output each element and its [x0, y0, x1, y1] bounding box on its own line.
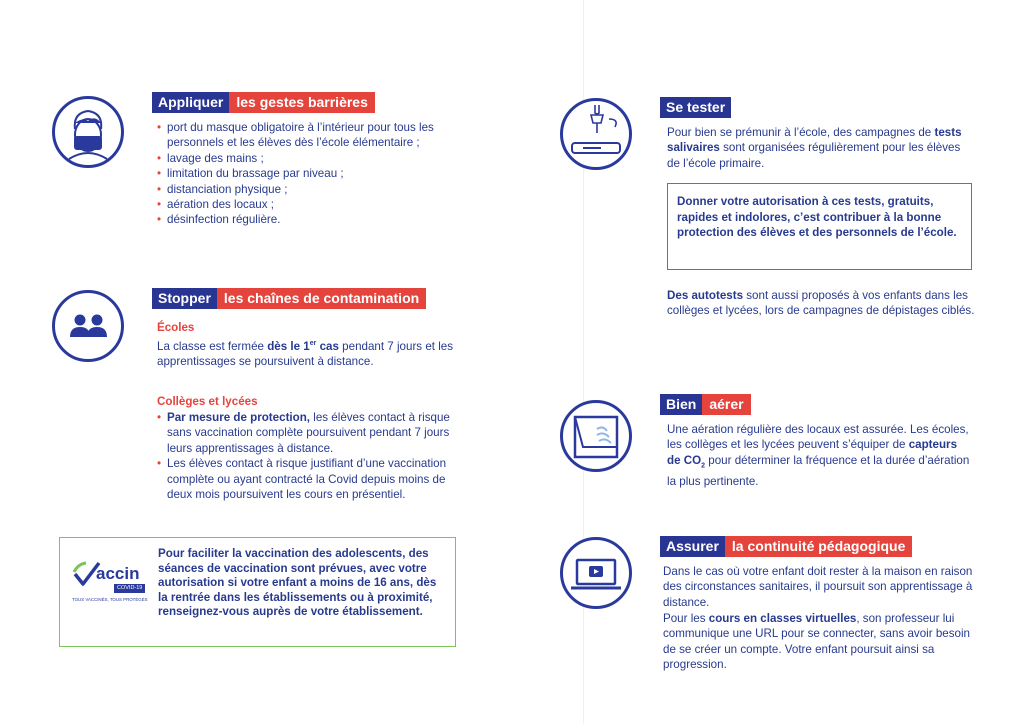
vaccin-text: Pour faciliter la vaccination des adolescents, des séances de vaccination sont prévues, avec votre autorisation si votre enfant a moins de 16 ans, dès la rentrée dans les établissements ou à proximité, renseignez-vous auprès de votre établissement. [158, 547, 437, 619]
section-title-stopper [152, 288, 426, 309]
ecoles-bold-1: dès le 1 [267, 339, 310, 353]
text-1: Pour les [663, 612, 709, 625]
aerer-paragraph [667, 422, 972, 489]
item-bold: Par mesure de protection, [167, 411, 311, 424]
assurer-paragraph-1: Dans le cas où votre enfant doit rester à la maison en raison des circonstances sanitaires, il poursuit son apprentissage à distance. [663, 565, 973, 609]
list-item: • distanciation physique ; [157, 182, 477, 197]
logo-sub: COVID-19 [114, 584, 145, 593]
title-red-part: les gestes barrières [229, 92, 375, 113]
vaccination-box [59, 537, 456, 647]
list-item [157, 410, 462, 456]
title-red-part: la continuité pédagogique [725, 536, 912, 557]
vaccin-logo [72, 560, 156, 610]
saliva-test-icon [560, 98, 632, 170]
list-item: • lavage des mains ; [157, 151, 477, 166]
title-blue-part: Stopper [152, 288, 217, 309]
text-2: , son professeur lui communique une URL pour se connecter, sans avoir besoin de se créer un compte. Votre enfant poursuit ainsi sa progression. [663, 612, 970, 672]
section-title-bien-aerer [660, 394, 751, 415]
title-red-part: les chaînes de contamination [217, 288, 426, 309]
colleges-list [157, 410, 462, 502]
tester-paragraph-1 [667, 125, 967, 171]
text-bold: Des autotests [667, 289, 744, 302]
title-blue-part: Se tester [660, 97, 731, 118]
list-item: • Les élèves contact à risque justifiant d’une vaccination complète ou ayant contracté la Covid depuis moins de deux mois poursuivent les cours en présentiel. [157, 456, 462, 502]
section-title-assurer [660, 536, 912, 557]
ecoles-paragraph [157, 336, 457, 370]
people-icon [52, 290, 124, 362]
list-item: • limitation du brassage par niveau ; [157, 166, 477, 181]
text-bold: cours en classes virtuelles [708, 612, 857, 625]
text-2: sont organisées régulièrement pour les élèves de l’école primaire. [667, 141, 961, 170]
co2-subscript: 2 [701, 462, 706, 470]
logo-text: accin [96, 564, 140, 583]
assurer-paragraph-2 [663, 611, 973, 673]
title-red-part: aérer [702, 394, 750, 415]
list-item: • désinfection régulière. [157, 212, 477, 227]
text-bold: capteurs de CO [667, 438, 958, 467]
title-blue-part: Appliquer [152, 92, 229, 113]
tester-paragraph-2 [667, 288, 977, 319]
section-title-se-tester [660, 97, 731, 118]
title-blue-part: Assurer [660, 536, 725, 557]
laptop-video-icon [560, 537, 632, 609]
gestes-list [157, 120, 477, 228]
ecoles-bold-2: cas [316, 339, 339, 353]
text: sont aussi proposés à vos enfants dans les collèges et lycées, lors de campagnes de dépistages ciblés. [667, 289, 975, 318]
list-item: • aération des locaux ; [157, 197, 477, 212]
title-blue-part: Bien [660, 394, 702, 415]
item-text: les élèves contact à risque sans vaccination complète poursuivent pendant 7 jours leurs apprentissages à distance. [167, 411, 450, 455]
ecoles-text-2: pendant 7 jours et les apprentissages se poursuivent à distance. [157, 339, 454, 369]
ecoles-text-1: La classe est fermée [157, 339, 268, 353]
list-item: • port du masque obligatoire à l’intérieur pour tous les personnels et les élèves dès l’école élémentaire ; [157, 120, 477, 151]
section-title-appliquer [152, 92, 375, 113]
ecoles-heading: Écoles [157, 321, 195, 334]
text-1: Pour bien se prémunir à l’école, des campagnes de [667, 126, 935, 139]
logo-tagline: TOUS VACCINÉS, TOUS PROTÉGÉS [72, 597, 148, 602]
text-1: Une aération régulière des locaux est assurée. Les écoles, les collèges et les lycées peuvent s’équiper de [667, 423, 969, 452]
text-bold: tests salivaires [667, 126, 962, 155]
authorization-text: Donner votre autorisation à ces tests, gratuits, rapides et indolores, c’est contribuer à la bonne protection des élèves et des personnels de l’école. [677, 195, 957, 240]
text-2: pour déterminer la fréquence et la durée d’aération la plus pertinente. [667, 453, 970, 488]
window-icon [560, 400, 632, 472]
authorization-box [667, 183, 972, 270]
colleges-heading: Collèges et lycées [157, 395, 258, 408]
mask-face-icon [52, 96, 124, 168]
ecoles-superscript: er [309, 340, 317, 347]
